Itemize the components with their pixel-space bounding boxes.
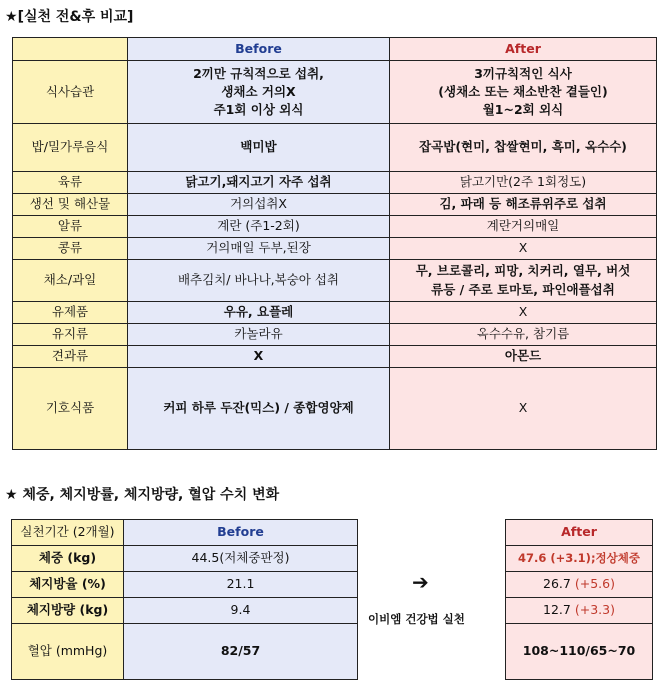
table-row [13,346,657,368]
table-row [13,324,657,346]
table-header-row [506,520,653,546]
before-cell: 백미밥 [128,124,390,172]
section2-title: ★ 체중, 체지방률, 체지방량, 혈압 수치 변화 [5,487,280,503]
before-cell: 44.5(저체중판정) [124,546,358,572]
after-cell: X [390,238,657,260]
before-cell: 2끼만 규칙적으로 섭취, 생채소 거의X 주1회 이상 외식 [128,61,390,124]
after-header: After [506,520,653,546]
row-label: 유제품 [13,302,128,324]
row-label: 유지류 [13,324,128,346]
after-cell: X [390,368,657,450]
after-cell: 12.7 (+3.3) [506,598,653,624]
before-cell: 계란 (주1-2회) [128,216,390,238]
table-row [12,624,358,680]
table-row [13,194,657,216]
table-row [506,598,653,624]
comparison-table [12,37,657,450]
after-cell: 108~110/65~70 [506,624,653,680]
after-cell: 옥수수유, 참기름 [390,324,657,346]
table-row [13,61,657,124]
after-cell: 계란거의매일 [390,216,657,238]
after-cell: 김, 파래 등 해조류위주로 섭취 [390,194,657,216]
before-cell: X [128,346,390,368]
period-label: 실천기간 (2개월) [12,520,124,546]
table-row [13,302,657,324]
row-label: 체지방율 (%) [12,572,124,598]
after-cell: 26.7 (+5.6) [506,572,653,598]
table-row [506,572,653,598]
after-cell: 3끼규칙적인 식사 (생채소 또는 채소반찬 곁들인) 월1~2회 외식 [390,61,657,124]
header-empty [13,38,128,61]
before-cell: 82/57 [124,624,358,680]
before-cell: 배추김치/ 바나나,복숭아 섭취 [128,260,390,302]
after-header: After [390,38,657,61]
row-label: 육류 [13,172,128,194]
row-label: 생선 및 해산물 [13,194,128,216]
arrow-right-icon: ➔ [412,570,429,594]
table-header-row [12,520,358,546]
row-label: 콩류 [13,238,128,260]
before-cell: 닭고기,돼지고기 자주 섭취 [128,172,390,194]
row-label: 밥/밀가루음식 [13,124,128,172]
table-row [13,216,657,238]
table-row [13,124,657,172]
table-row [506,546,653,572]
before-cell: 커피 하루 두잔(믹스) / 종합영양제 [128,368,390,450]
before-cell: 거의매일 두부,된장 [128,238,390,260]
after-metrics-table [505,519,653,680]
before-metrics-table [11,519,358,680]
row-label: 체중 (kg) [12,546,124,572]
arrow-caption: 이비엠 건강법 실천 [368,612,465,626]
table-row [13,238,657,260]
row-label: 알류 [13,216,128,238]
row-label: 채소/과일 [13,260,128,302]
table-row [13,260,657,302]
section1-title: ★[실천 전&후 비교] [5,9,134,25]
after-cell: 47.6 (+3.1);정상체중 [506,546,653,572]
star-icon: ★ [5,9,18,25]
table-row [12,572,358,598]
table-row [506,624,653,680]
after-cell: 닭고기만(2주 1회정도) [390,172,657,194]
table-header-row [13,38,657,61]
table-row [12,546,358,572]
after-cell: 무, 브로콜리, 피망, 치커리, 열무, 버섯 류등 / 주로 토마토, 파인애플섭취 [390,260,657,302]
star-icon: ★ [5,487,18,503]
row-label: 체지방량 (kg) [12,598,124,624]
before-cell: 카놀라유 [128,324,390,346]
table-row [12,598,358,624]
after-cell: 잡곡밥(현미, 찹쌀현미, 흑미, 옥수수) [390,124,657,172]
before-cell: 21.1 [124,572,358,598]
after-cell: X [390,302,657,324]
before-cell: 거의섭취X [128,194,390,216]
before-header: Before [128,38,390,61]
table-row [13,172,657,194]
table-row [13,368,657,450]
before-cell: 우유, 요플레 [128,302,390,324]
row-label: 혈압 (mmHg) [12,624,124,680]
row-label: 견과류 [13,346,128,368]
before-cell: 9.4 [124,598,358,624]
before-header: Before [124,520,358,546]
row-label: 기호식품 [13,368,128,450]
row-label: 식사습관 [13,61,128,124]
after-cell: 아몬드 [390,346,657,368]
